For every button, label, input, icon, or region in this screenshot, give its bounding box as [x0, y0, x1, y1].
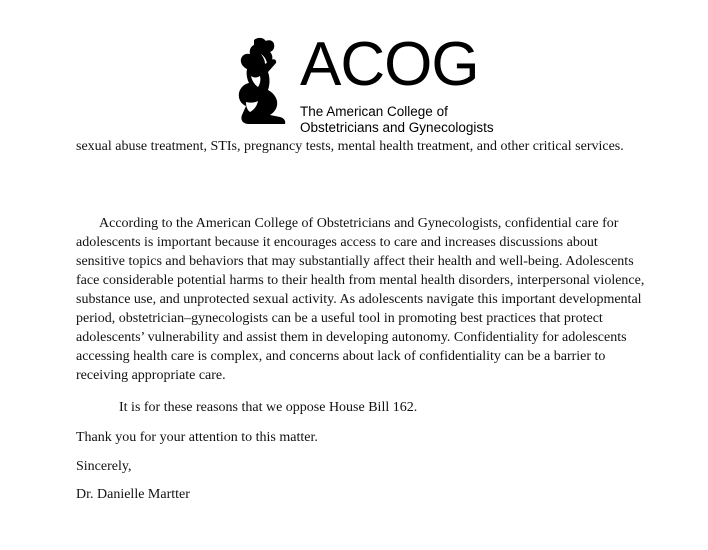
paragraph-continuation: sexual abuse treatment, STIs, pregnancy tests, mental health treatment, and other critical services. — [76, 139, 624, 154]
logo-org-line1: The American College of — [300, 104, 448, 119]
paragraph-main: According to the American College of Obstetricians and Gynecologists, confidential care for adolescents is important because it encourages access to care and increases discussions about sensitive topics and behaviors that may substantially affect their health and well-being. Adolescents face considerable potential harms to their health from mental health disorders, interpersonal violence, substance use, and unprotected sexual activity. As adolescents navigate this important developmental period, obstetrician–gynecologists can be a useful tool in promoting best practices that protect adolescents’ vulnerability and assist them in developing autonomy. Confidentiality for adolescents accessing health care is complex, and concerns about lack of confidentiality can be a barrier to receiving appropriate care. — [76, 216, 645, 383]
closing-line: Sincerely, — [76, 459, 132, 474]
logo-org-name — [300, 104, 494, 136]
letterhead-logo — [224, 30, 504, 136]
paragraph-opposition: It is for these reasons that we oppose House Bill 162. — [119, 400, 418, 415]
acog-figure-logo — [224, 36, 298, 136]
signature-line: Dr. Danielle Martter — [76, 487, 190, 502]
logo-org-line2: Obstetricians and Gynecologists — [300, 120, 494, 135]
thanks-line: Thank you for your attention to this matter. — [76, 430, 318, 445]
logo-acronym: ACOG — [300, 30, 479, 99]
